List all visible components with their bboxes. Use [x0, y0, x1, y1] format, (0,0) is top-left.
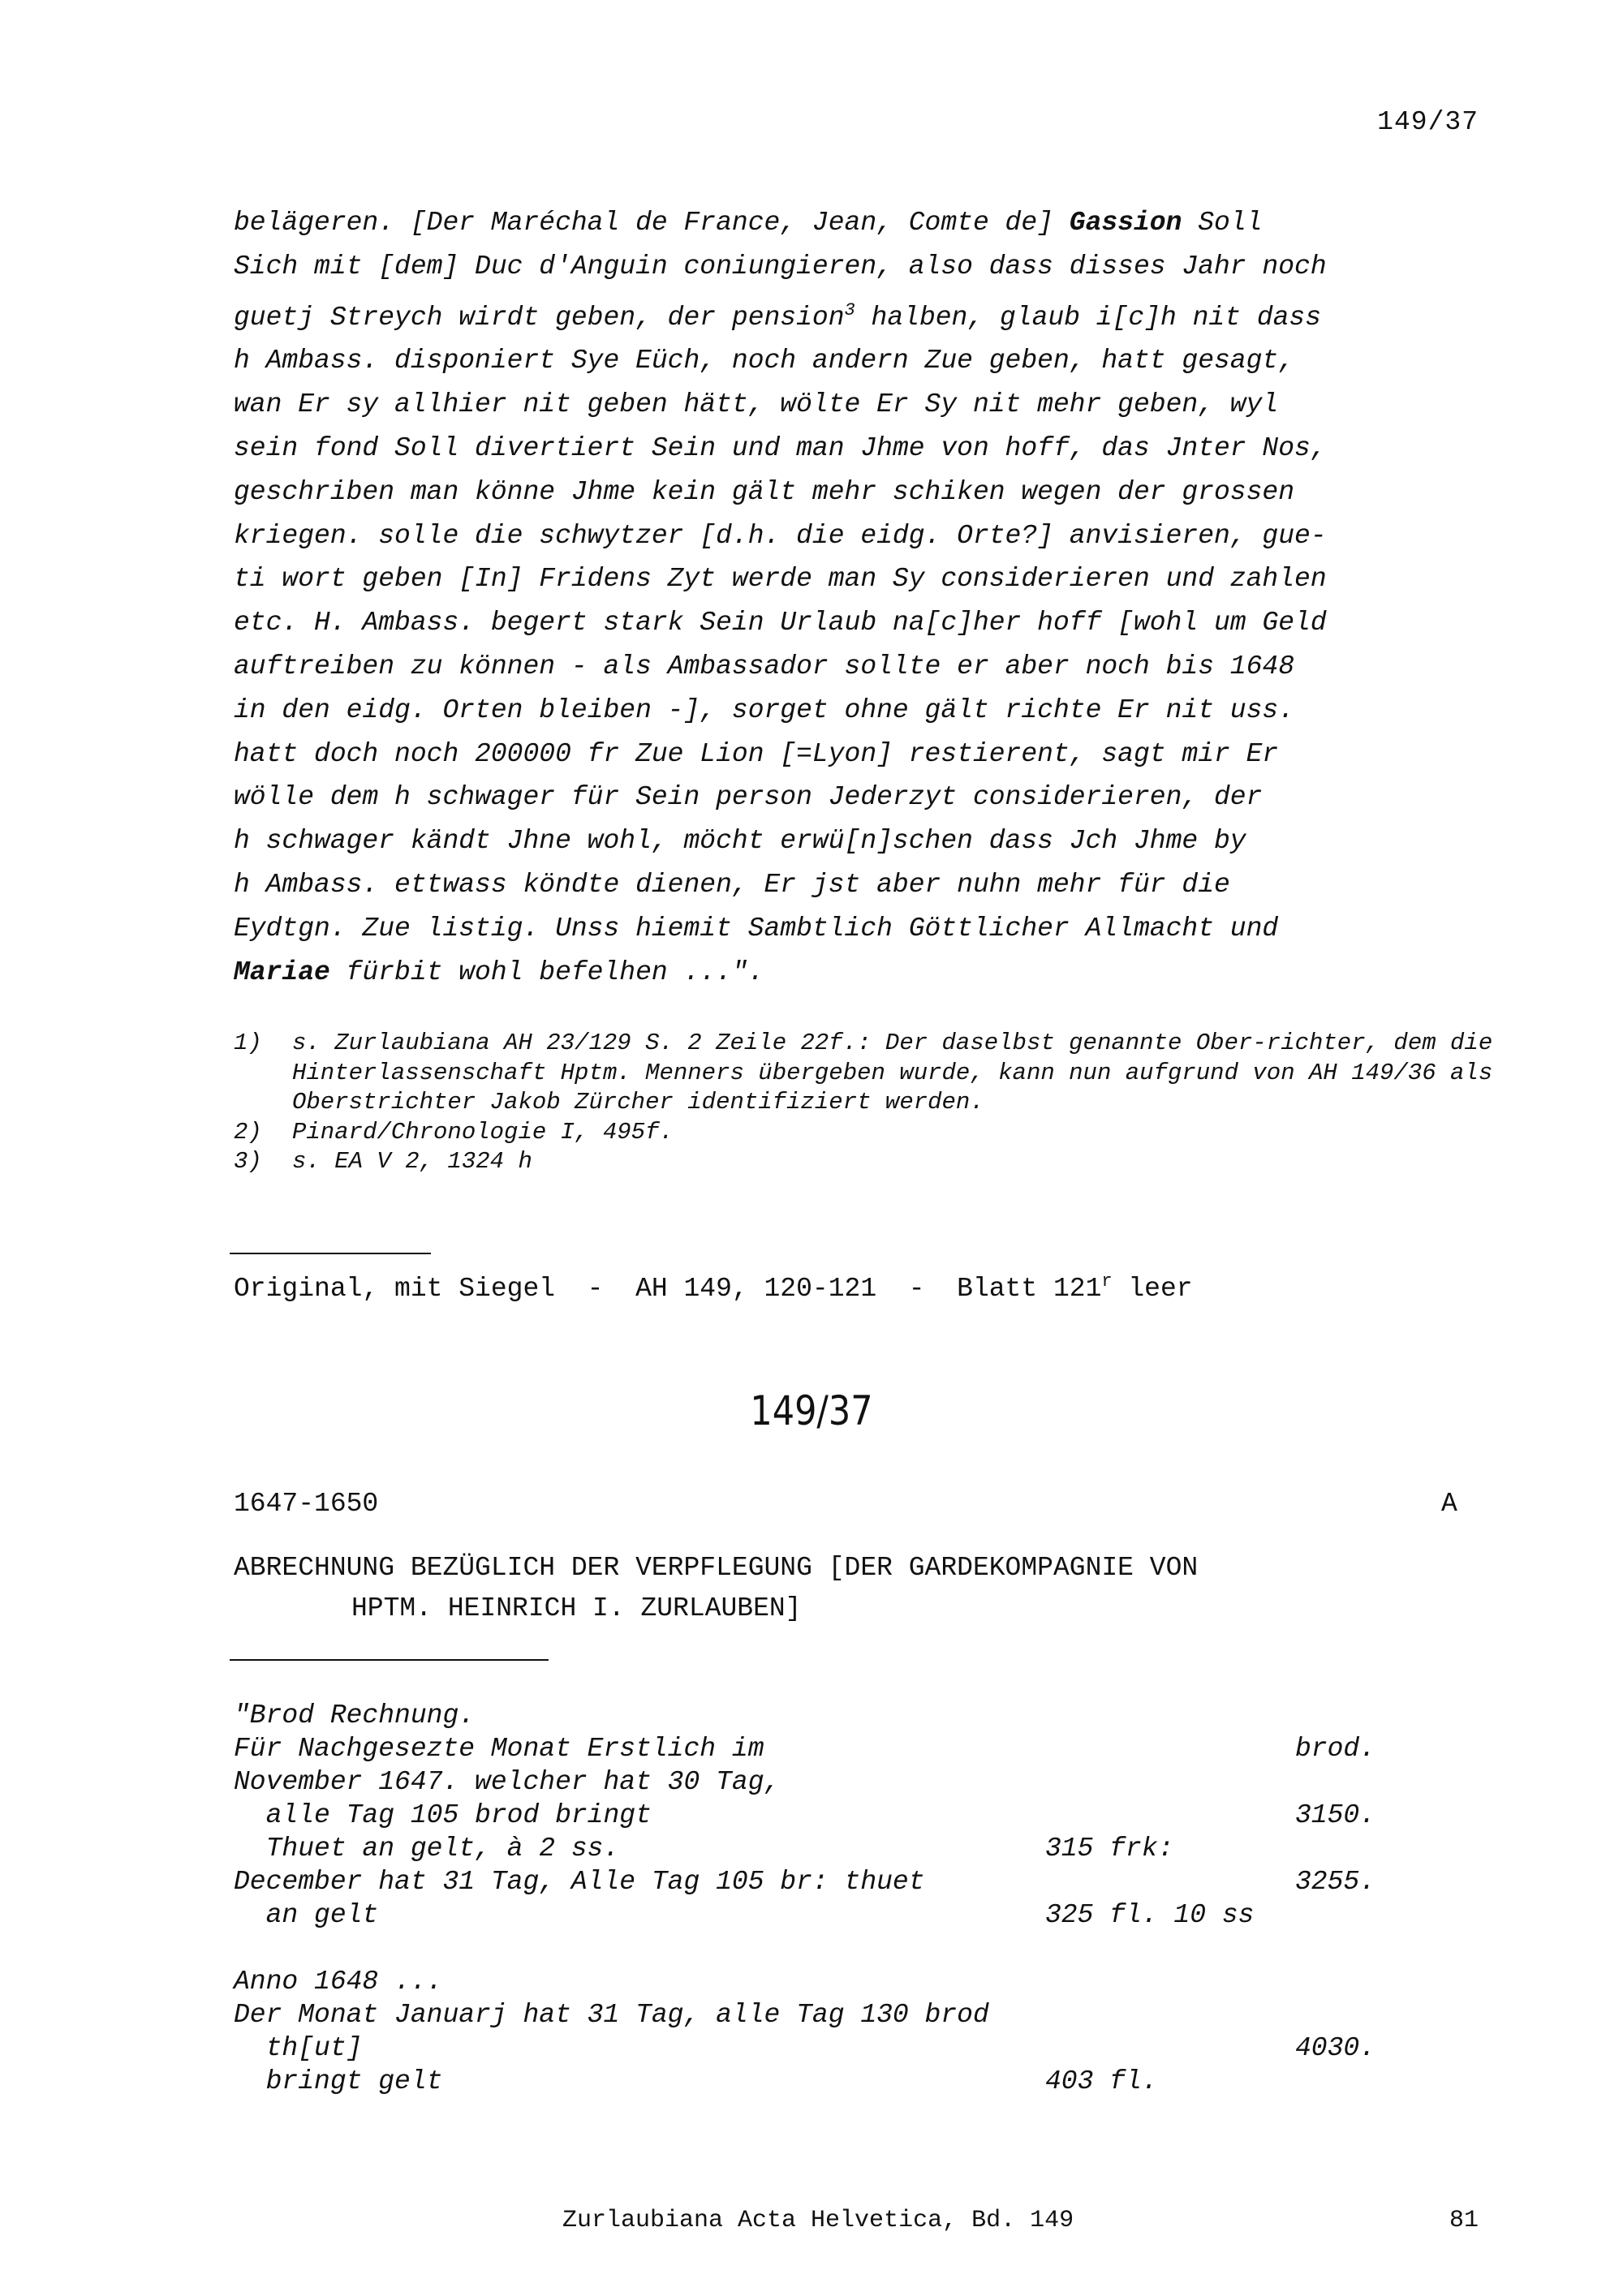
document-title	[234, 1548, 1500, 1629]
title-line-2: HPTM. HEINRICH I. ZURLAUBEN]	[351, 1593, 802, 1623]
source-text: Original, mit Siegel - AH 149, 120-121 - Blatt 121	[234, 1274, 1102, 1304]
table-row	[234, 1998, 1500, 2032]
footnote	[234, 1029, 1500, 1118]
body-segment: h Ambass. ettwass köndte dienen, Er jst aber nuhn mehr für die	[234, 869, 1230, 900]
row-description: alle Tag 105 brod bringt	[234, 1800, 652, 1830]
date-range: 1647-1650	[234, 1489, 379, 1519]
row-description: December hat 31 Tag, Alle Tag 105 br: thuet	[234, 1867, 925, 1897]
body-line	[234, 819, 1487, 863]
body-line	[234, 289, 1487, 340]
footnotes	[234, 1029, 1500, 1177]
body-segment: wan Er sy allhier nit geben hätt, wölte Er Sy nit mehr geben, wyl	[234, 389, 1279, 420]
body-line	[234, 201, 1487, 245]
body-line	[234, 907, 1487, 951]
table-row	[234, 1799, 1500, 1832]
footnote-text: s. EA V 2, 1324 h	[292, 1148, 532, 1175]
body-line	[234, 245, 1487, 289]
body-line	[234, 689, 1487, 733]
body-segment: hatt doch noch 200000 fr Zue Lion [=Lyon] restierent, sagt mir Er	[234, 738, 1279, 769]
row-quantity: 3150.	[1295, 1800, 1376, 1830]
page-number: 81	[1449, 2207, 1479, 2234]
table-row	[234, 1765, 1500, 1799]
row-amount: 315 frk:	[1045, 1834, 1174, 1864]
body-segment: Mariae	[234, 957, 330, 987]
body-line	[234, 471, 1487, 514]
body-line	[234, 427, 1487, 471]
body-segment: h schwager kändt Jhne wohl, möcht erwü[n]schen dass Jch Jhme by	[234, 826, 1246, 857]
document-letter: A	[1441, 1489, 1457, 1519]
title-line-1: ABRECHNUNG BEZÜGLICH DER VERPFLEGUNG [DER GARDEKOMPAGNIE VON	[234, 1553, 1199, 1583]
table-row	[234, 2065, 1500, 2098]
table-row	[234, 1832, 1500, 1865]
row-amount: 325 fl. 10 ss	[1045, 1900, 1255, 1930]
row-description: an gelt	[234, 1900, 379, 1930]
source-note	[234, 1271, 1193, 1304]
footnote-number: 2)	[234, 1118, 262, 1146]
footnote-text: s. Zurlaubiana AH 23/129 S. 2 Zeile 22f.: Der daselbst genannte Ober-richter, dem die Hinterlassenschaft Hptm. Menners übergeben wurde, kann nun aufgrund von AH 149/36 als Oberstrichter Jakob Zürcher identifiziert werden.	[292, 1030, 1493, 1116]
row-description: Der Monat Januarj hat 31 Tag, alle Tag 130 brod	[234, 2000, 989, 2030]
body-line	[234, 601, 1487, 645]
table-row	[234, 1732, 1500, 1765]
body-segment: Eydtgn. Zue listig. Unss hiemit Sambtlich Göttlicher Allmacht und	[234, 913, 1279, 944]
body-line	[234, 514, 1487, 558]
body-line	[234, 339, 1487, 383]
body-segment: Sich mit [dem] Duc d'Anguin coniungieren, also dass disses Jahr noch	[234, 251, 1327, 282]
body-segment: h Ambass. disponiert Sye Eüch, noch andern Zue geben, hatt gesagt,	[234, 346, 1295, 376]
row-description: Anno 1648 ...	[234, 1967, 443, 1997]
body-line	[234, 776, 1487, 819]
body-segment: auftreiben zu können - als Ambassador sollte er aber noch bis 1648	[234, 651, 1295, 681]
table-row	[234, 1699, 1500, 1732]
table-row	[234, 1965, 1500, 1998]
body-segment: kriegen. solle die schwytzer [d.h. die eidg. Orte?] anvisieren, gue-	[234, 520, 1327, 551]
body-segment: Soll	[1182, 208, 1263, 238]
body-line	[234, 557, 1487, 601]
body-segment: sein fond Soll divertiert Sein und man Jhme von hoff, das Jnter Nos,	[234, 432, 1327, 463]
body-segment: in den eidg. Orten bleiben -], sorget ohne gält richte Er nit uss.	[234, 694, 1295, 725]
footnote-number: 3)	[234, 1148, 262, 1175]
body-segment: halben, glaub i[c]h nit dass	[855, 302, 1322, 333]
footer-series: Zurlaubiana Acta Helvetica, Bd. 149	[562, 2207, 1074, 2234]
letter-body-text	[234, 201, 1487, 994]
row-description: th[ut]	[234, 2033, 363, 2063]
document-number: 149/37	[750, 1387, 873, 1434]
footnote-separator	[230, 1253, 431, 1254]
body-segment: geschriben man könne Jhme kein gält mehr schiken wegen der grossen	[234, 476, 1295, 507]
body-segment: ti wort geben [In] Fridens Zyt werde man Sy considerieren und zahlen	[234, 564, 1327, 595]
footnote	[234, 1147, 1500, 1177]
table-spacer	[234, 1932, 1500, 1965]
row-quantity: 4030.	[1295, 2033, 1376, 2063]
body-line	[234, 733, 1487, 776]
running-head: 149/37	[1377, 107, 1479, 137]
account-table	[234, 1699, 1500, 2098]
body-line	[234, 645, 1487, 689]
row-quantity: 3255.	[1295, 1867, 1376, 1897]
body-segment: etc. H. Ambass. begert stark Sein Urlaub na[c]her hoff [wohl um Geld	[234, 608, 1327, 638]
table-row	[234, 1898, 1500, 1932]
footnote-ref: 3	[844, 299, 855, 320]
row-amount: 403 fl.	[1045, 2066, 1158, 2096]
footnote-text: Pinard/Chronologie I, 495f.	[292, 1118, 674, 1146]
body-line	[234, 383, 1487, 427]
body-line	[234, 863, 1487, 907]
row-quantity: brod.	[1295, 1734, 1376, 1764]
row-description: "Brod Rechnung.	[234, 1701, 476, 1731]
title-separator	[230, 1659, 549, 1661]
footnote	[234, 1118, 1500, 1148]
body-segment: Gassion	[1069, 208, 1182, 238]
body-segment: guetj Streych wirdt geben, der pension	[234, 302, 845, 333]
table-row	[234, 2032, 1500, 2065]
source-tail: leer	[1112, 1274, 1193, 1304]
source-superscript: r	[1101, 1271, 1113, 1292]
body-line	[234, 951, 1487, 995]
row-description: November 1647. welcher hat 30 Tag,	[234, 1767, 781, 1797]
row-description: Thuet an gelt, à 2 ss.	[234, 1834, 620, 1864]
body-segment: belägeren. [Der Maréchal de France, Jean, Comte de]	[234, 208, 1070, 238]
body-segment: wölle dem h schwager für Sein person Jederzyt considerieren, der	[234, 782, 1263, 813]
table-row	[234, 1865, 1500, 1898]
row-description: Für Nachgesezte Monat Erstlich im	[234, 1734, 764, 1764]
footnote-number: 1)	[234, 1030, 262, 1056]
body-segment: fürbit wohl befelhen ...".	[329, 957, 764, 987]
row-description: bringt gelt	[234, 2066, 443, 2096]
